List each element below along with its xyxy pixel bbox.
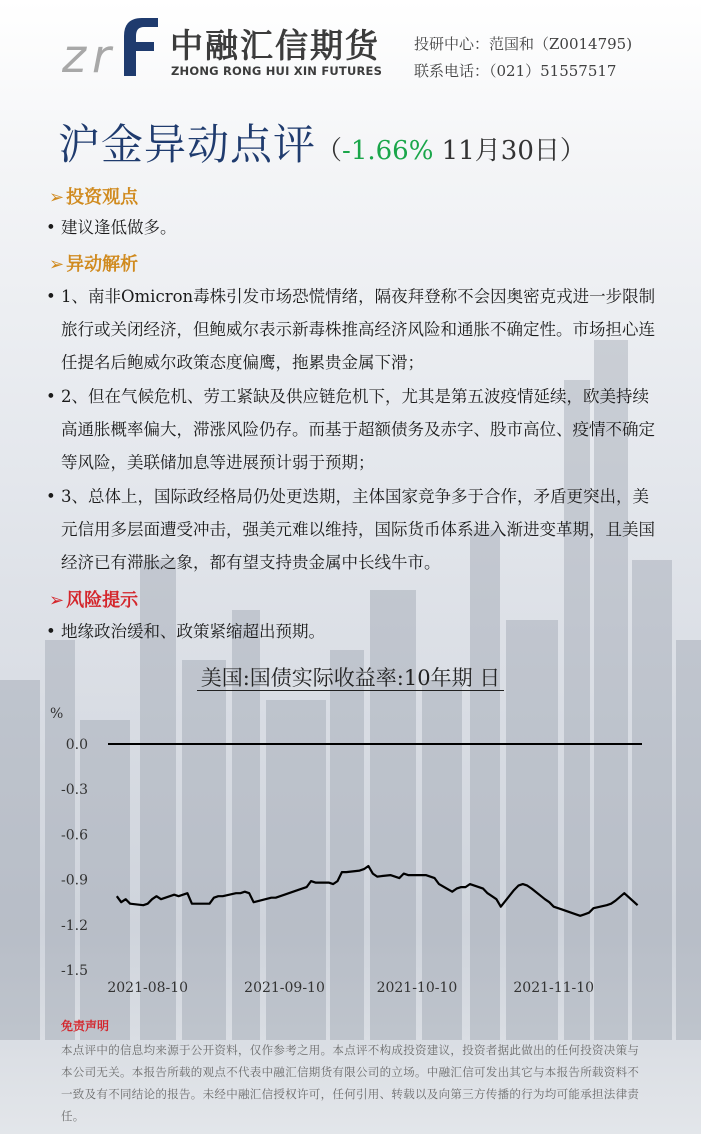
list-item: • 3、总体上，国际政经格局仍处更迭期，主体国家竞争多于合作，矛盾更突出，美元信用多层面遭受冲击，强美元难以维持，国际货币体系进入渐进变革期，且美国经济已有滞胀之象，都有望支持贵金属中长线牛市。 (46, 480, 656, 579)
arrow-icon: ➢ (49, 590, 65, 611)
company-name-cn: 中融汇信期货 (170, 26, 380, 65)
y-axis-unit: % (50, 706, 64, 722)
svg-text:z: z (62, 29, 87, 78)
bullet-dot: • (46, 218, 56, 237)
x-tick-label: 2021-11-10 (513, 980, 595, 996)
bullet-dot: • (46, 487, 56, 506)
list-item: • 1、南非Omicron毒株引发市场恐慌情绪，隔夜拜登称不会因奥密克戎进一步限制旅行或关闭经济，但鲍威尔表示新毒株推高经济风险和通胀不确定性。市场担心连任提名后鲍威尔政策态度偏鹰，拖累贵金属下滑； (46, 280, 656, 379)
list-item: • 地缘政治缓和、政策紧缩超出预期。 (46, 615, 656, 648)
y-tick-label: 0.0 (65, 737, 88, 753)
title-change: -1.66% (342, 136, 434, 166)
list-item: • 建议逢低做多。 (46, 211, 656, 244)
x-tick-label: 2021-09-10 (244, 980, 325, 996)
svg-text:r: r (92, 29, 111, 78)
disclaimer-title: 免责声明 (61, 1019, 110, 1033)
x-tick-label: 2021-10-10 (376, 980, 458, 996)
list-item: • 2、但在气候危机、劳工紧缺及供应链危机下，尤其是第五波疫情延续，欧美持续高通胀概率偏大，滞涨风险仍存。而基于超额债务及赤字、股市高位、疫情不确定等风险，美联储加息等进展预计弱于预期； (46, 380, 656, 479)
x-tick-label: 2021-08-10 (107, 980, 189, 996)
title-main: 沪金异动点评 (58, 120, 317, 169)
section-heading-analysis: ➢ 异动解析 (49, 254, 139, 275)
section-heading-risk: ➢ 风险提示 (49, 590, 139, 611)
title-paren-open: （ (316, 136, 343, 166)
y-tick-label: -1.2 (61, 917, 88, 934)
chart-title: 美国:国债实际收益率:10年期 日 (0, 662, 701, 692)
arrow-icon: ➢ (49, 187, 65, 208)
series-line (117, 866, 638, 916)
arrow-icon: ➢ (49, 254, 65, 275)
title-date: 11月30日） (433, 136, 586, 166)
bullet-dot: • (46, 387, 56, 406)
company-name-en: ZHONG RONG HUI XIN FUTURES (171, 64, 383, 78)
bullet-dot: • (46, 287, 56, 306)
y-tick-label: -1.5 (61, 963, 88, 979)
analyst-info: 投研中心：范国和（Z0014795) (414, 35, 633, 53)
y-tick-label: -0.3 (61, 782, 88, 799)
disclaimer-text: 本点评中的信息均来源于公开资料，仅作参考之用。本点评不构成投资建议，投资者据此做出的任何投资决策与本公司无关。本报告所载的观点不代表中融汇信期货有限公司的立场。中融汇信可发出其它与本报告所载资料不一致及有不同结论的报告。未经中融汇信授权许可，任何引用、转载以及向第三方传播的行为均可能承担法律责任。 (61, 1043, 640, 1123)
y-tick-label: -0.9 (61, 872, 88, 889)
phone-info: 联系电话：（021）51557517 (414, 62, 617, 80)
section-heading-view: ➢ 投资观点 (49, 187, 139, 208)
bullet-dot: • (46, 622, 56, 641)
y-tick-label: -0.6 (61, 827, 88, 844)
